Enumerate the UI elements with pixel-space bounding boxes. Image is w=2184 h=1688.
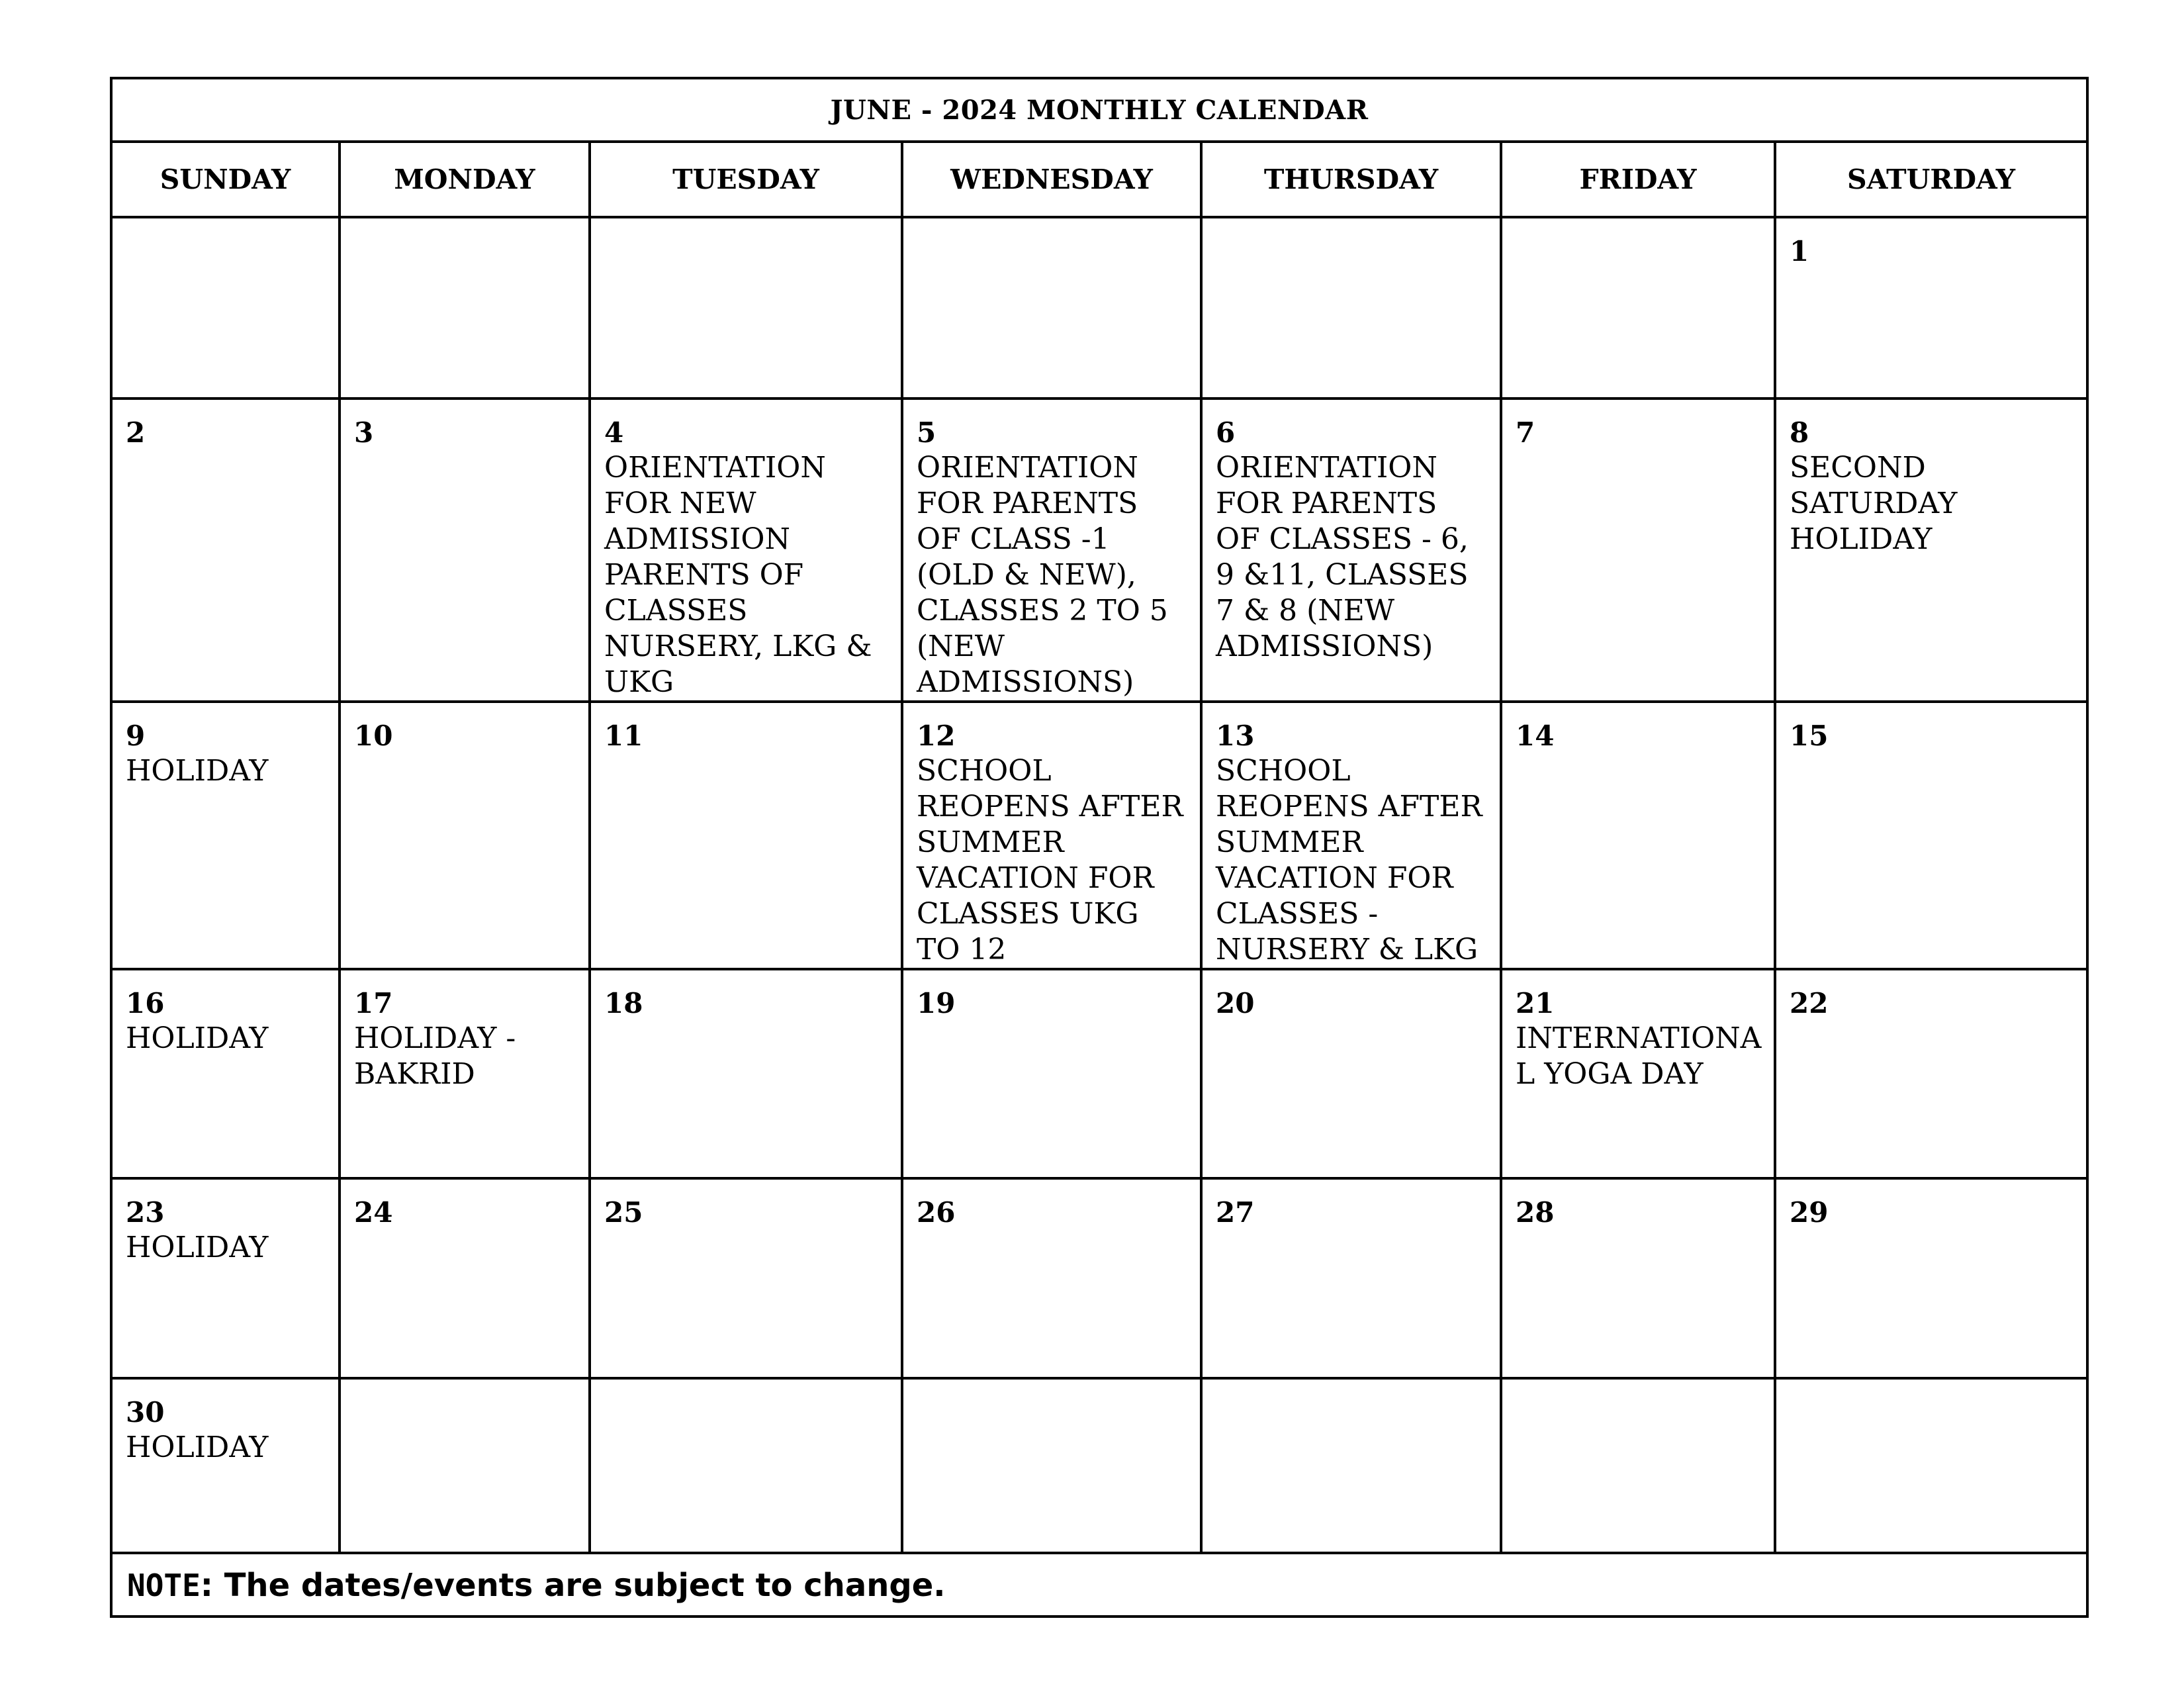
note-row (111, 1553, 2087, 1617)
empty-day-cell (1201, 1378, 1501, 1553)
weekday-header-row (111, 142, 2087, 217)
day-number: 30 (126, 1396, 165, 1429)
day-number: 23 (126, 1196, 165, 1229)
day-cell-12 (902, 702, 1201, 969)
day-number: 19 (917, 987, 956, 1019)
day-number: 3 (354, 416, 374, 449)
day-event: HOLIDAY (126, 754, 269, 788)
day-cell-25 (590, 1178, 902, 1378)
day-number: 9 (126, 720, 146, 752)
day-event: HOLIDAY (126, 1430, 269, 1464)
note-label: NOTE (127, 1568, 201, 1603)
calendar-title: JUNE - 2024 MONTHLY CALENDAR (111, 78, 2087, 142)
day-number: 21 (1516, 987, 1555, 1019)
day-cell-17 (340, 969, 590, 1178)
day-number: 26 (917, 1196, 956, 1229)
calendar-table (110, 77, 2089, 1618)
empty-day-cell (902, 1378, 1201, 1553)
weekday-header-tuesday: TUESDAY (590, 142, 902, 217)
day-number: 13 (1216, 720, 1255, 752)
day-cell-6 (1201, 399, 1501, 702)
day-cell-27 (1201, 1178, 1501, 1378)
day-number: 27 (1216, 1196, 1255, 1229)
weekday-header-sunday: SUNDAY (111, 142, 340, 217)
day-number: 10 (354, 720, 393, 752)
day-cell-19 (902, 969, 1201, 1178)
day-cell-9 (111, 702, 340, 969)
day-number: 5 (917, 416, 936, 449)
day-cell-13 (1201, 702, 1501, 969)
day-cell-30 (111, 1378, 340, 1553)
empty-day-cell (340, 1378, 590, 1553)
day-number: 8 (1790, 416, 1809, 449)
day-number: 2 (126, 416, 146, 449)
day-number: 29 (1790, 1196, 1829, 1229)
day-cell-22 (1775, 969, 2087, 1178)
day-number: 16 (126, 987, 165, 1019)
day-cell-29 (1775, 1178, 2087, 1378)
empty-day-cell (590, 1378, 902, 1553)
day-cell-7 (1501, 399, 1775, 702)
empty-day-cell (590, 217, 902, 399)
day-event: HOLIDAY (126, 1021, 269, 1055)
day-cell-24 (340, 1178, 590, 1378)
day-cell-20 (1201, 969, 1501, 1178)
day-number: 17 (354, 987, 393, 1019)
day-event: SCHOOL REOPENS AFTER SUMMER VACATION FOR CLASSES - NURSERY & LKG (1216, 754, 1482, 966)
week-row (111, 399, 2087, 702)
day-number: 22 (1790, 987, 1829, 1019)
day-cell-21 (1501, 969, 1775, 1178)
day-cell-1 (1775, 217, 2087, 399)
day-number: 6 (1216, 416, 1236, 449)
day-number: 28 (1516, 1196, 1555, 1229)
day-cell-16 (111, 969, 340, 1178)
week-row (111, 217, 2087, 399)
week-row (111, 969, 2087, 1178)
week-row (111, 702, 2087, 969)
empty-day-cell (340, 217, 590, 399)
day-number: 15 (1790, 720, 1829, 752)
day-number: 25 (604, 1196, 643, 1229)
title-row (111, 78, 2087, 142)
day-cell-4 (590, 399, 902, 702)
day-cell-8 (1775, 399, 2087, 702)
day-cell-18 (590, 969, 902, 1178)
empty-day-cell (111, 217, 340, 399)
day-event: HOLIDAY - BAKRID (354, 1021, 516, 1091)
empty-day-cell (1201, 217, 1501, 399)
day-cell-10 (340, 702, 590, 969)
empty-day-cell (1775, 1378, 2087, 1553)
empty-day-cell (1501, 217, 1775, 399)
day-cell-28 (1501, 1178, 1775, 1378)
empty-day-cell (902, 217, 1201, 399)
day-event: INTERNATIONA L YOGA DAY (1516, 1021, 1762, 1091)
day-number: 4 (604, 416, 624, 449)
day-number: 12 (917, 720, 956, 752)
day-cell-23 (111, 1178, 340, 1378)
day-cell-26 (902, 1178, 1201, 1378)
day-cell-14 (1501, 702, 1775, 969)
day-event: ORIENTATION FOR NEW ADMISSION PARENTS OF CLASSES NURSERY, LKG & UKG (604, 451, 872, 699)
note-text: : The dates/events are subject to change. (200, 1567, 946, 1604)
day-event: SCHOOL REOPENS AFTER SUMMER VACATION FOR CLASSES UKG TO 12 (917, 754, 1183, 966)
day-cell-2 (111, 399, 340, 702)
weekday-header-friday: FRIDAY (1501, 142, 1775, 217)
day-number: 24 (354, 1196, 393, 1229)
day-number: 14 (1516, 720, 1555, 752)
day-event: HOLIDAY (126, 1231, 269, 1264)
day-event: ORIENTATION FOR PARENTS OF CLASS -1 (OLD & NEW), CLASSES 2 TO 5 (NEW ADMISSIONS) (917, 451, 1168, 699)
day-cell-15 (1775, 702, 2087, 969)
week-row (111, 1178, 2087, 1378)
week-row (111, 1378, 2087, 1553)
day-cell-11 (590, 702, 902, 969)
day-cell-3 (340, 399, 590, 702)
day-number: 18 (604, 987, 643, 1019)
weekday-header-wednesday: WEDNESDAY (902, 142, 1201, 217)
weekday-header-thursday: THURSDAY (1201, 142, 1501, 217)
day-cell-5 (902, 399, 1201, 702)
day-number: 20 (1216, 987, 1255, 1019)
weekday-header-monday: MONDAY (340, 142, 590, 217)
weekday-header-saturday: SATURDAY (1775, 142, 2087, 217)
day-number: 11 (604, 720, 643, 752)
day-event: ORIENTATION FOR PARENTS OF CLASSES - 6, 9 &11, CLASSES 7 & 8 (NEW ADMISSIONS) (1216, 451, 1469, 663)
day-number: 1 (1790, 235, 1809, 267)
day-number: 7 (1516, 416, 1535, 449)
empty-day-cell (1501, 1378, 1775, 1553)
note-cell (111, 1553, 2087, 1617)
day-event: SECOND SATURDAY HOLIDAY (1790, 451, 1958, 556)
